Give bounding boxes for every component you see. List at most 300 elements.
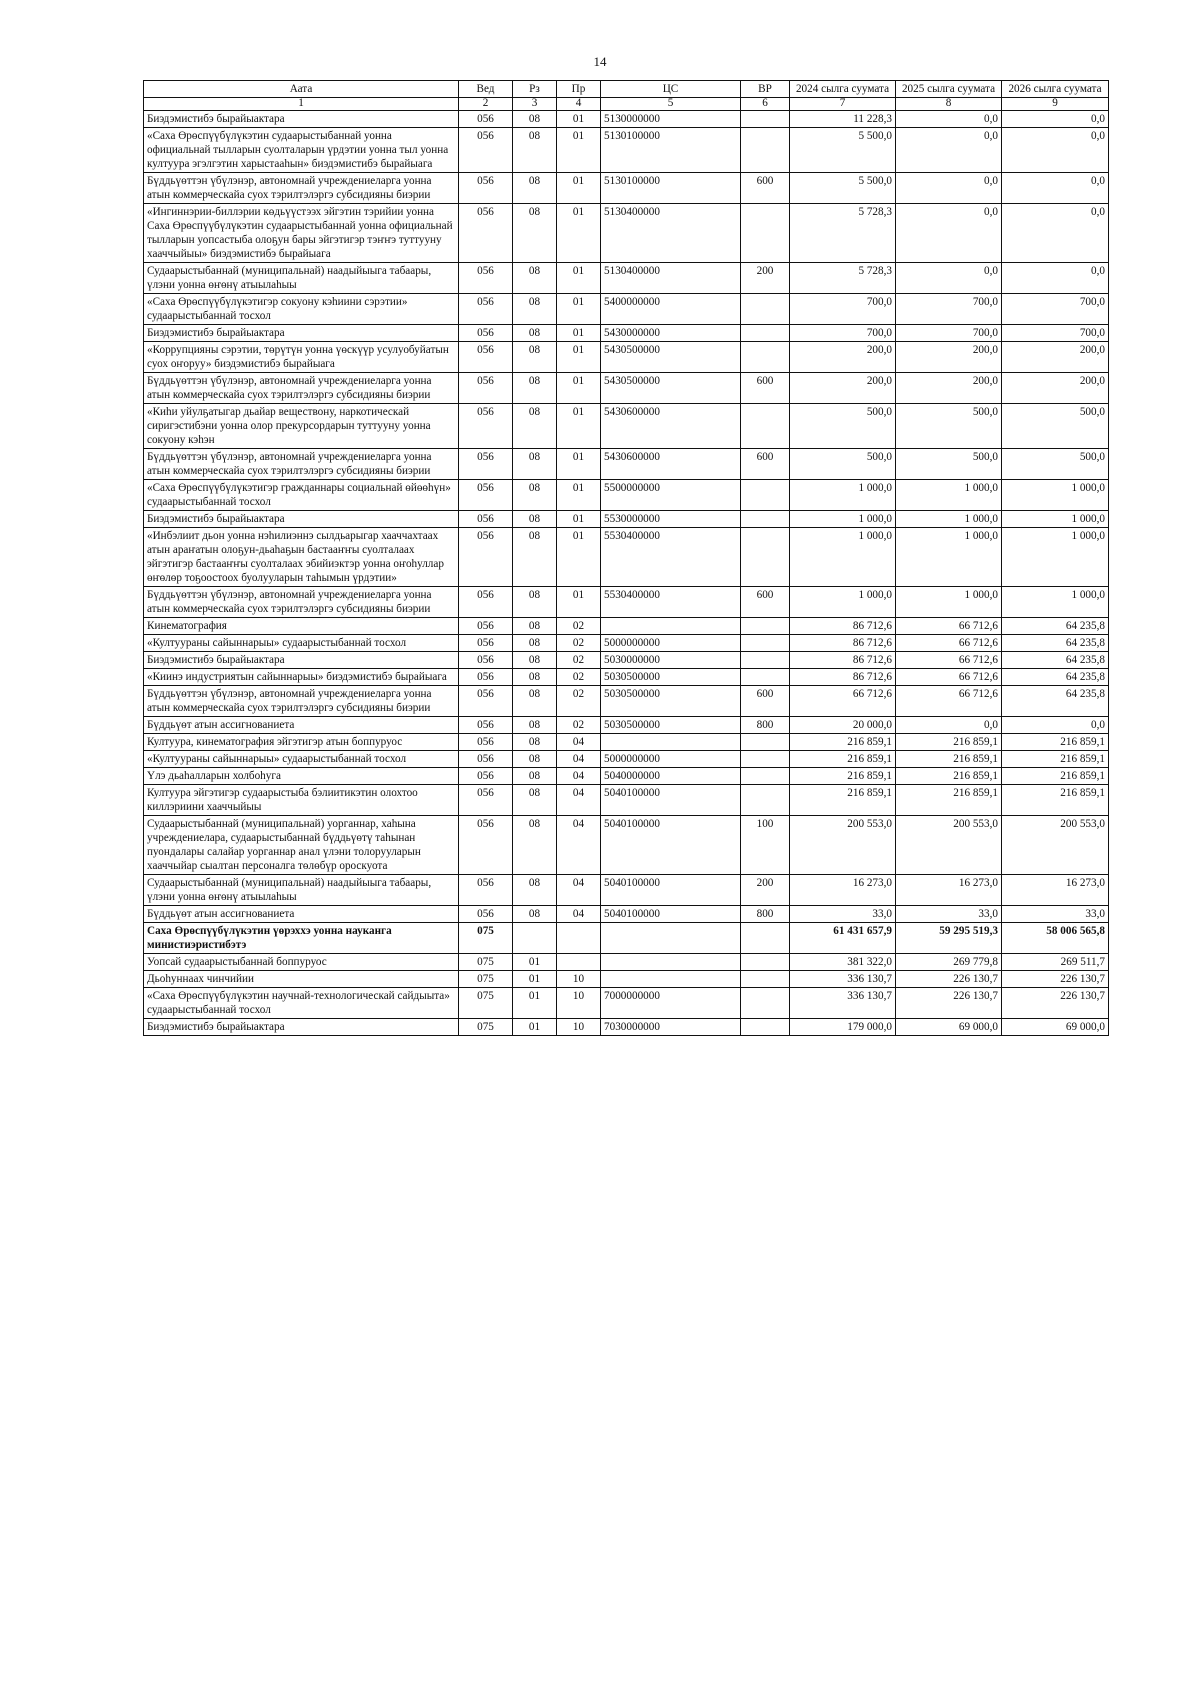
cell-vr: 600: [741, 372, 790, 403]
cell-cs: 5400000000: [601, 293, 741, 324]
cell-amount-2024: 20 000,0: [790, 716, 896, 733]
table-row: [144, 110, 1109, 127]
cell-amount-2026: 1 000,0: [1002, 479, 1109, 510]
cell-amount-2026: 0,0: [1002, 716, 1109, 733]
cell-cs: 5530000000: [601, 510, 741, 527]
cell-pr: 02: [557, 634, 601, 651]
cell-cs: 7000000000: [601, 987, 741, 1018]
cell-vr: 600: [741, 685, 790, 716]
table-row: [144, 448, 1109, 479]
cell-amount-2024: 200,0: [790, 341, 896, 372]
cell-cs: [601, 733, 741, 750]
cell-cs: 5040100000: [601, 905, 741, 922]
cell-amount-2025: 216 859,1: [896, 733, 1002, 750]
table-row: [144, 586, 1109, 617]
cell-cs: [601, 617, 741, 634]
cell-vr: [741, 403, 790, 448]
cell-rz: 08: [513, 127, 557, 172]
table-row: [144, 617, 1109, 634]
cell-name: «Коррупцияны сэрэтии, төрүтүн уонна үөскүүр усулуобуйатын суох оҥоруу» биэдэмистибэ бырайыага: [144, 341, 459, 372]
cell-amount-2024: 500,0: [790, 448, 896, 479]
cell-ved: 075: [459, 970, 513, 987]
cell-vr: [741, 203, 790, 262]
cell-amount-2026: 0,0: [1002, 172, 1109, 203]
cell-cs: 5040100000: [601, 784, 741, 815]
cell-pr: 02: [557, 617, 601, 634]
cell-rz: 08: [513, 716, 557, 733]
cell-amount-2025: 1 000,0: [896, 586, 1002, 617]
cell-amount-2025: 0,0: [896, 716, 1002, 733]
cell-ved: 056: [459, 448, 513, 479]
cell-amount-2024: 5 728,3: [790, 262, 896, 293]
cell-pr: 02: [557, 685, 601, 716]
table-row: [144, 953, 1109, 970]
cell-amount-2025: 66 712,6: [896, 651, 1002, 668]
cell-rz: 08: [513, 784, 557, 815]
cell-amount-2024: 61 431 657,9: [790, 922, 896, 953]
cell-pr: [557, 953, 601, 970]
cell-amount-2026: 58 006 565,8: [1002, 922, 1109, 953]
table-row: [144, 510, 1109, 527]
cell-vr: 200: [741, 262, 790, 293]
cell-name: «Култуураны сайыннарыы» судаарыстыбаннай тосхол: [144, 750, 459, 767]
cell-amount-2025: 700,0: [896, 293, 1002, 324]
cell-rz: 08: [513, 324, 557, 341]
cell-cs: 5430500000: [601, 341, 741, 372]
cell-cs: 5000000000: [601, 750, 741, 767]
cell-rz: 08: [513, 634, 557, 651]
cell-cs: 5530400000: [601, 586, 741, 617]
cell-ved: 056: [459, 815, 513, 874]
header-pr: Пр: [557, 81, 601, 98]
cell-rz: 01: [513, 970, 557, 987]
cell-name: «Култуураны сайыннарыы» судаарыстыбаннай тосхол: [144, 634, 459, 651]
cell-amount-2024: 1 000,0: [790, 510, 896, 527]
cell-pr: 01: [557, 448, 601, 479]
cell-ved: 056: [459, 203, 513, 262]
cell-ved: 056: [459, 750, 513, 767]
column-number: 3: [513, 98, 557, 111]
cell-rz: 08: [513, 617, 557, 634]
cell-cs: 5000000000: [601, 634, 741, 651]
cell-vr: 600: [741, 172, 790, 203]
cell-amount-2026: 1 000,0: [1002, 527, 1109, 586]
cell-pr: 10: [557, 1018, 601, 1035]
cell-vr: 100: [741, 815, 790, 874]
cell-cs: 5130400000: [601, 262, 741, 293]
table-row: [144, 341, 1109, 372]
cell-name: Судаарыстыбаннай (муниципальнай) наадыйыыга табаары, үлэни уонна өҥөнү атыылаһыы: [144, 874, 459, 905]
cell-vr: [741, 784, 790, 815]
cell-amount-2026: 216 859,1: [1002, 750, 1109, 767]
cell-rz: 08: [513, 262, 557, 293]
cell-amount-2025: 33,0: [896, 905, 1002, 922]
column-number-row: [144, 98, 1109, 111]
cell-pr: 04: [557, 733, 601, 750]
cell-rz: 08: [513, 403, 557, 448]
cell-pr: 01: [557, 510, 601, 527]
cell-amount-2025: 0,0: [896, 110, 1002, 127]
cell-amount-2024: 381 322,0: [790, 953, 896, 970]
header-vr: ВР: [741, 81, 790, 98]
cell-amount-2024: 11 228,3: [790, 110, 896, 127]
cell-amount-2026: 216 859,1: [1002, 784, 1109, 815]
cell-amount-2026: 200 553,0: [1002, 815, 1109, 874]
cell-vr: [741, 651, 790, 668]
cell-amount-2024: 33,0: [790, 905, 896, 922]
cell-rz: 08: [513, 110, 557, 127]
cell-rz: 08: [513, 203, 557, 262]
cell-rz: 08: [513, 905, 557, 922]
cell-amount-2024: 216 859,1: [790, 784, 896, 815]
cell-rz: 08: [513, 815, 557, 874]
cell-pr: 01: [557, 110, 601, 127]
cell-amount-2026: 0,0: [1002, 110, 1109, 127]
cell-amount-2026: 200,0: [1002, 341, 1109, 372]
column-number: 1: [144, 98, 459, 111]
cell-pr: 04: [557, 874, 601, 905]
cell-cs: 5030500000: [601, 668, 741, 685]
cell-amount-2024: 5 500,0: [790, 127, 896, 172]
cell-name: Култуура, кинематография эйгэтигэр атын боппуруос: [144, 733, 459, 750]
cell-pr: 01: [557, 172, 601, 203]
cell-cs: 7030000000: [601, 1018, 741, 1035]
cell-ved: 056: [459, 733, 513, 750]
cell-rz: 08: [513, 651, 557, 668]
cell-vr: [741, 668, 790, 685]
cell-amount-2024: 500,0: [790, 403, 896, 448]
cell-rz: 08: [513, 448, 557, 479]
cell-vr: [741, 922, 790, 953]
cell-cs: 5130100000: [601, 172, 741, 203]
cell-rz: 08: [513, 668, 557, 685]
table-row: [144, 172, 1109, 203]
cell-pr: 02: [557, 668, 601, 685]
cell-amount-2025: 1 000,0: [896, 527, 1002, 586]
cell-pr: 04: [557, 784, 601, 815]
cell-cs: 5130100000: [601, 127, 741, 172]
cell-amount-2024: 1 000,0: [790, 479, 896, 510]
cell-rz: 08: [513, 874, 557, 905]
cell-vr: [741, 953, 790, 970]
cell-name: «Киинэ индустриятын сайыннарыы» биэдэмистибэ бырайыага: [144, 668, 459, 685]
cell-ved: 056: [459, 127, 513, 172]
cell-vr: 800: [741, 716, 790, 733]
cell-rz: 08: [513, 479, 557, 510]
cell-amount-2026: 0,0: [1002, 127, 1109, 172]
cell-amount-2026: 200,0: [1002, 372, 1109, 403]
cell-amount-2026: 64 235,8: [1002, 634, 1109, 651]
table-row: [144, 905, 1109, 922]
cell-ved: 056: [459, 634, 513, 651]
cell-rz: 08: [513, 372, 557, 403]
cell-name: Дьоһуннаах чинчийии: [144, 970, 459, 987]
cell-ved: 075: [459, 953, 513, 970]
page-number: 14: [593, 54, 607, 69]
cell-cs: 5430000000: [601, 324, 741, 341]
cell-amount-2024: 1 000,0: [790, 527, 896, 586]
cell-name: «Саха Өрөспүүбүлүкэтин научнай-технологическай сайдыыта» судаарыстыбаннай тосхол: [144, 987, 459, 1018]
cell-amount-2025: 66 712,6: [896, 668, 1002, 685]
header-aata: Аата: [144, 81, 459, 98]
cell-amount-2025: 269 779,8: [896, 953, 1002, 970]
cell-amount-2024: 86 712,6: [790, 634, 896, 651]
cell-vr: [741, 750, 790, 767]
cell-amount-2024: 336 130,7: [790, 987, 896, 1018]
cell-amount-2026: 700,0: [1002, 324, 1109, 341]
cell-rz: 08: [513, 586, 557, 617]
cell-amount-2024: 16 273,0: [790, 874, 896, 905]
cell-amount-2026: 0,0: [1002, 203, 1109, 262]
cell-cs: 5040100000: [601, 874, 741, 905]
table-row: [144, 874, 1109, 905]
cell-name: «Саха Өрөспүүбүлүкэтигэр сокуону кэһиини сэрэтии» судаарыстыбаннай тосхол: [144, 293, 459, 324]
cell-vr: [741, 341, 790, 372]
cell-pr: 04: [557, 815, 601, 874]
header-2026: 2026 сылга суумата: [1002, 81, 1109, 98]
table-row: [144, 262, 1109, 293]
cell-name: Бүддьүөттэн үбүлэнэр, автономнай учреждениеларга уонна атын коммерческайа суох тэрилтэлэргэ субсидияны биэрии: [144, 586, 459, 617]
column-number: 9: [1002, 98, 1109, 111]
cell-cs: [601, 970, 741, 987]
table-row: [144, 685, 1109, 716]
cell-rz: 08: [513, 341, 557, 372]
cell-ved: 056: [459, 172, 513, 203]
cell-amount-2025: 66 712,6: [896, 634, 1002, 651]
cell-pr: 01: [557, 324, 601, 341]
cell-name: Биэдэмистибэ бырайыактара: [144, 110, 459, 127]
cell-rz: 08: [513, 172, 557, 203]
cell-amount-2026: 500,0: [1002, 403, 1109, 448]
cell-ved: 056: [459, 874, 513, 905]
cell-amount-2024: 700,0: [790, 293, 896, 324]
cell-rz: 08: [513, 767, 557, 784]
cell-pr: 10: [557, 987, 601, 1018]
cell-rz: [513, 922, 557, 953]
cell-name: Биэдэмистибэ бырайыактара: [144, 510, 459, 527]
cell-ved: 056: [459, 905, 513, 922]
table-row: [144, 767, 1109, 784]
cell-name: Бүддьүөт атын ассигнованиета: [144, 716, 459, 733]
cell-amount-2024: 5 500,0: [790, 172, 896, 203]
cell-vr: [741, 987, 790, 1018]
cell-amount-2025: 200 553,0: [896, 815, 1002, 874]
table-row: [144, 716, 1109, 733]
cell-amount-2025: 0,0: [896, 262, 1002, 293]
cell-name: Биэдэмистибэ бырайыактара: [144, 1018, 459, 1035]
cell-amount-2025: 1 000,0: [896, 510, 1002, 527]
cell-amount-2025: 16 273,0: [896, 874, 1002, 905]
cell-name: «Ингиннэрии-биллэрии көдьүүстээх эйгэтин тэрийии уонна Саха Өрөспүүбүлүкэтин судаарыстыбаннай уонна официальнай тылларын уопсастыба олоҕун бары эйгэтигэр тэҥҥэ туттууну хааччыйыы» биэдэмистибэ бырайыага: [144, 203, 459, 262]
cell-cs: 5500000000: [601, 479, 741, 510]
cell-name: «Инбэлиит дьон уонна нэһилиэннэ сылдьарыгар хааччахтаах атын араҥатын олоҕун-дьаһаҕын бастааҥҥы суолталаах эйгэтигэр бастааҥҥы суолталаах эбийиэктэр уонна оҥоһуллар өҥөлөр тоҕоостоох буолууларын таһымын үрдэтии»: [144, 527, 459, 586]
cell-name: «Саха Өрөспүүбүлүкэтигэр гражданнары социальнай өйөөһүн» судаарыстыбаннай тосхол: [144, 479, 459, 510]
cell-amount-2026: 64 235,8: [1002, 685, 1109, 716]
cell-cs: [601, 953, 741, 970]
cell-pr: 01: [557, 262, 601, 293]
cell-cs: 5030000000: [601, 651, 741, 668]
cell-cs: [601, 922, 741, 953]
cell-amount-2024: 700,0: [790, 324, 896, 341]
cell-ved: 075: [459, 987, 513, 1018]
table-row: [144, 1018, 1109, 1035]
cell-name: «Саха Өрөспүүбүлүкэтин судаарыстыбаннай уонна официальнай тылларын суолталарын үрдэтии уонна тыл уонна култуура эгэлгэтин харыстааһын» биэдэмистибэ бырайыага: [144, 127, 459, 172]
cell-amount-2024: 336 130,7: [790, 970, 896, 987]
cell-vr: [741, 634, 790, 651]
column-number: 7: [790, 98, 896, 111]
cell-name: Бүддьүөттэн үбүлэнэр, автономнай учреждениеларга уонна атын коммерческайа суох тэрилтэлэргэ субсидияны биэрии: [144, 372, 459, 403]
cell-amount-2026: 16 273,0: [1002, 874, 1109, 905]
cell-amount-2026: 33,0: [1002, 905, 1109, 922]
cell-amount-2025: 216 859,1: [896, 767, 1002, 784]
table-row: [144, 634, 1109, 651]
cell-rz: 08: [513, 527, 557, 586]
cell-amount-2026: 500,0: [1002, 448, 1109, 479]
cell-amount-2024: 5 728,3: [790, 203, 896, 262]
cell-vr: [741, 527, 790, 586]
cell-ved: 056: [459, 767, 513, 784]
cell-amount-2026: 1 000,0: [1002, 510, 1109, 527]
column-number: 8: [896, 98, 1002, 111]
cell-pr: 01: [557, 527, 601, 586]
table-row: [144, 922, 1109, 953]
cell-amount-2024: 1 000,0: [790, 586, 896, 617]
cell-name: Култуура эйгэтигэр судаарыстыба бэлиитикэтин олохтоо киллэриини хааччыйыы: [144, 784, 459, 815]
cell-amount-2026: 226 130,7: [1002, 987, 1109, 1018]
cell-amount-2025: 200,0: [896, 372, 1002, 403]
cell-vr: 800: [741, 905, 790, 922]
cell-vr: [741, 479, 790, 510]
table-row: [144, 733, 1109, 750]
cell-rz: 08: [513, 733, 557, 750]
cell-name: Саха Өрөспүүбүлүкэтин үөрэххэ уонна науканга министиэристибэтэ: [144, 922, 459, 953]
cell-cs: 5430500000: [601, 372, 741, 403]
cell-vr: [741, 617, 790, 634]
cell-amount-2025: 66 712,6: [896, 617, 1002, 634]
table-row: [144, 127, 1109, 172]
cell-rz: 08: [513, 510, 557, 527]
cell-amount-2025: 1 000,0: [896, 479, 1002, 510]
cell-amount-2024: 200,0: [790, 372, 896, 403]
cell-amount-2024: 200 553,0: [790, 815, 896, 874]
table-row: [144, 815, 1109, 874]
cell-amount-2024: 216 859,1: [790, 767, 896, 784]
cell-amount-2026: 700,0: [1002, 293, 1109, 324]
cell-pr: 01: [557, 403, 601, 448]
cell-pr: 01: [557, 341, 601, 372]
cell-amount-2026: 64 235,8: [1002, 668, 1109, 685]
cell-amount-2026: 69 000,0: [1002, 1018, 1109, 1035]
cell-cs: 5040100000: [601, 815, 741, 874]
cell-ved: 056: [459, 293, 513, 324]
cell-pr: 10: [557, 970, 601, 987]
cell-ved: 056: [459, 685, 513, 716]
column-number: 2: [459, 98, 513, 111]
cell-name: Үлэ дьаһалларын холбоһуга: [144, 767, 459, 784]
cell-pr: 01: [557, 479, 601, 510]
cell-amount-2025: 66 712,6: [896, 685, 1002, 716]
cell-vr: [741, 733, 790, 750]
table-row: [144, 750, 1109, 767]
table-row: [144, 203, 1109, 262]
cell-amount-2025: 226 130,7: [896, 987, 1002, 1018]
cell-amount-2025: 216 859,1: [896, 750, 1002, 767]
cell-rz: 01: [513, 1018, 557, 1035]
cell-ved: 056: [459, 110, 513, 127]
cell-cs: 5030500000: [601, 685, 741, 716]
cell-ved: 056: [459, 586, 513, 617]
cell-rz: 01: [513, 953, 557, 970]
cell-ved: 056: [459, 668, 513, 685]
cell-amount-2025: 500,0: [896, 403, 1002, 448]
header-ved: Вед: [459, 81, 513, 98]
cell-pr: 04: [557, 767, 601, 784]
cell-pr: 01: [557, 372, 601, 403]
cell-ved: 056: [459, 479, 513, 510]
header-2024: 2024 сылга суумата: [790, 81, 896, 98]
cell-ved: 075: [459, 922, 513, 953]
cell-amount-2025: 0,0: [896, 203, 1002, 262]
cell-pr: 04: [557, 905, 601, 922]
cell-vr: [741, 767, 790, 784]
cell-vr: 600: [741, 448, 790, 479]
cell-amount-2025: 200,0: [896, 341, 1002, 372]
cell-amount-2025: 700,0: [896, 324, 1002, 341]
cell-vr: 200: [741, 874, 790, 905]
cell-ved: 056: [459, 403, 513, 448]
cell-vr: [741, 110, 790, 127]
cell-name: Бүддьүөттэн үбүлэнэр, автономнай учреждениеларга уонна атын коммерческайа суох тэрилтэлэргэ субсидияны биэрии: [144, 172, 459, 203]
cell-ved: 056: [459, 716, 513, 733]
cell-name: Биэдэмистибэ бырайыактара: [144, 324, 459, 341]
cell-name: «Киһи уйулҕатыгар дьайар веществону, наркотическай сиригэстибэни уонна олор прекурсордарын туттууну уонна сокуону кэһэн: [144, 403, 459, 448]
header-cs: ЦС: [601, 81, 741, 98]
cell-ved: 075: [459, 1018, 513, 1035]
cell-cs: 5130400000: [601, 203, 741, 262]
cell-rz: 08: [513, 293, 557, 324]
cell-amount-2024: 86 712,6: [790, 617, 896, 634]
cell-rz: 08: [513, 685, 557, 716]
cell-vr: [741, 324, 790, 341]
cell-cs: 5040000000: [601, 767, 741, 784]
cell-amount-2026: 269 511,7: [1002, 953, 1109, 970]
cell-name: Биэдэмистибэ бырайыактара: [144, 651, 459, 668]
cell-ved: 056: [459, 262, 513, 293]
cell-amount-2024: 86 712,6: [790, 651, 896, 668]
cell-rz: 08: [513, 750, 557, 767]
table-row: [144, 324, 1109, 341]
cell-amount-2026: 0,0: [1002, 262, 1109, 293]
cell-pr: 01: [557, 586, 601, 617]
cell-vr: [741, 510, 790, 527]
cell-cs: 5130000000: [601, 110, 741, 127]
table-row: [144, 527, 1109, 586]
cell-cs: 5030500000: [601, 716, 741, 733]
header-2025: 2025 сылга суумата: [896, 81, 1002, 98]
cell-amount-2026: 226 130,7: [1002, 970, 1109, 987]
cell-amount-2025: 59 295 519,3: [896, 922, 1002, 953]
cell-vr: [741, 127, 790, 172]
budget-table: [143, 80, 1109, 1036]
cell-cs: 5530400000: [601, 527, 741, 586]
cell-amount-2025: 216 859,1: [896, 784, 1002, 815]
column-number: 5: [601, 98, 741, 111]
cell-ved: 056: [459, 617, 513, 634]
table-row: [144, 651, 1109, 668]
table-row: [144, 372, 1109, 403]
cell-vr: 600: [741, 586, 790, 617]
cell-amount-2025: 226 130,7: [896, 970, 1002, 987]
